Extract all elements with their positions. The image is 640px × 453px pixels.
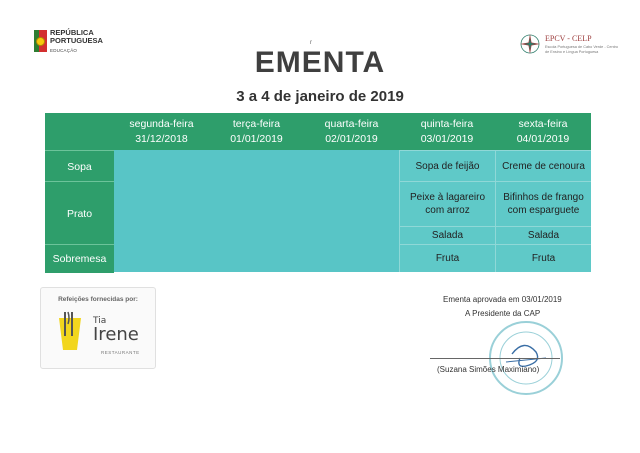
logo-line1: REPÚBLICA — [50, 28, 94, 37]
day-header-thursday — [399, 113, 495, 150]
row-label-sopa: Sopa — [45, 150, 114, 182]
day-header-tuesday — [209, 113, 304, 150]
small-mark: r — [310, 40, 312, 46]
day-date: 01/01/2019 — [230, 132, 283, 145]
logo-line2: PORTUGUESA — [50, 36, 103, 45]
signature-line — [430, 358, 560, 359]
page-title: EMENTA — [254, 46, 386, 79]
epcv-subtitle: Escola Portuguesa de Cabo Verde - Centro de Ensino e Língua Portuguesa — [545, 45, 619, 54]
day-date: 31/12/2018 — [135, 132, 188, 145]
day-header-wednesday — [304, 113, 399, 150]
signatory-name: (Suzana Simões Maximiano) — [437, 365, 540, 374]
day-date: 02/01/2019 — [325, 132, 378, 145]
day-header-friday — [495, 113, 591, 150]
page-subtitle: 3 a 4 de janeiro de 2019 — [236, 88, 404, 105]
day-date: 03/01/2019 — [420, 132, 474, 145]
day-name: quinta-feira — [420, 117, 474, 130]
day-name: terça-feira — [232, 117, 281, 130]
friday-sopa: Creme de cenoura — [495, 150, 591, 181]
thursday-sobremesa: Fruta — [399, 244, 495, 272]
row-label-sobremesa: Sobremesa — [45, 244, 114, 273]
day-header-monday — [114, 113, 209, 150]
caterer-caption: Refeições fornecidas por: — [58, 296, 138, 303]
day-name: segunda-feira — [129, 117, 194, 130]
friday-sobremesa: Fruta — [495, 244, 591, 272]
thursday-sopa: Sopa de feijão — [399, 150, 495, 181]
caterer-subtitle: RESTAURANTE — [101, 350, 140, 355]
cutlery-cup-icon — [55, 310, 85, 354]
thursday-salada: Salada — [399, 226, 495, 244]
approval-date: Ementa aprovada em 03/01/2019 — [443, 295, 562, 304]
menu-table — [45, 113, 591, 272]
row-label-prato: Prato — [45, 181, 114, 245]
day-name: sexta-feira — [518, 117, 568, 130]
approval-role: A Presidente da CAP — [465, 309, 541, 318]
caterer-name-line1: Tia — [93, 316, 107, 326]
caterer-name-line2: Irene — [93, 324, 139, 345]
friday-salada: Salada — [495, 226, 591, 244]
friday-prato: Bifinhos de frango com esparguete — [495, 181, 591, 226]
logo-sub: EDUCAÇÃO — [50, 48, 78, 53]
empty-days-block — [114, 150, 399, 272]
day-name: quarta-feira — [324, 117, 379, 130]
epcv-title: EPCV - CELP — [545, 34, 592, 43]
thursday-prato: Peixe à lagareiro com arroz — [399, 181, 495, 226]
day-date: 04/01/2019 — [516, 132, 570, 145]
caterer-logo-box — [40, 287, 156, 369]
